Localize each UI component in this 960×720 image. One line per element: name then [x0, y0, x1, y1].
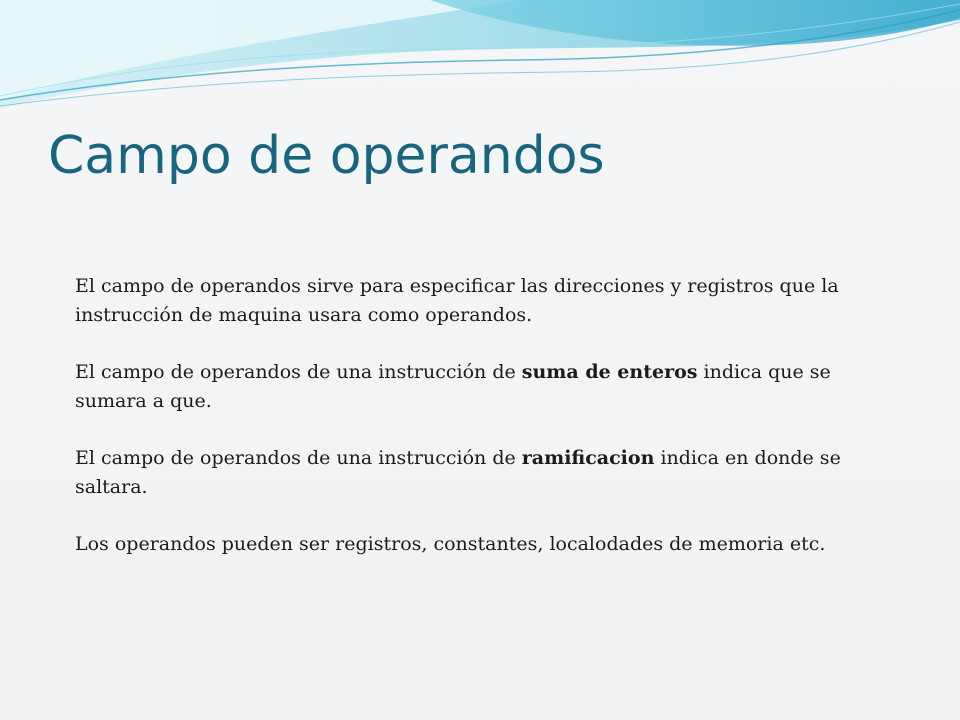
paragraph-text: indica en donde se saltara. [75, 447, 841, 498]
paragraph-text: El campo de operandos de una instrucción de [75, 361, 522, 383]
emphasis-integer-sum: suma de enteros [521, 361, 698, 383]
slide-body [75, 272, 885, 587]
paragraph-text: El campo de operandos de una instrucción de [75, 447, 522, 469]
paragraph-text: Los operandos pueden ser registros, constantes, localodades de memoria etc. [75, 533, 826, 555]
paragraph-operand-types [75, 530, 885, 559]
paragraph-text: El campo de operandos sirve para especificar las direcciones y registros que la instrucción de maquina usara como operandos. [75, 275, 839, 326]
slide-title: Campo de operandos [48, 126, 605, 186]
paragraph-integer-sum [75, 358, 885, 416]
header-wave-decoration [0, 0, 960, 120]
paragraph-operand-purpose [75, 272, 885, 330]
emphasis-branching: ramificacion [521, 447, 655, 469]
paragraph-branching [75, 444, 885, 502]
paragraph-text: indica que se sumara a que. [75, 361, 831, 412]
